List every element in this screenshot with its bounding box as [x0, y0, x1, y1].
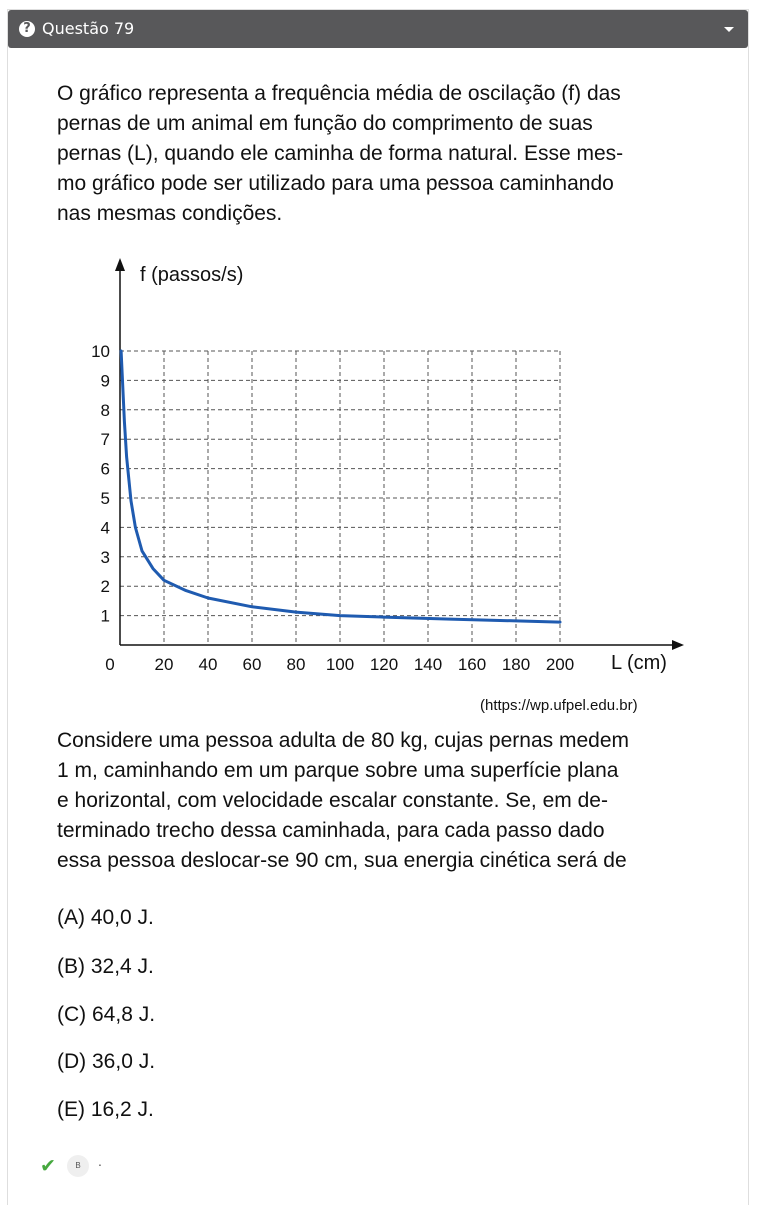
option-c[interactable] [57, 1002, 155, 1028]
y-tick-label: 9 [100, 371, 110, 391]
paragraph-line: mo gráfico pode ser utilizado para uma pessoa caminhando [57, 172, 614, 195]
paragraph-line: Considere uma pessoa adulta de 80 kg, cujas pernas medem [57, 729, 630, 752]
option-e[interactable] [57, 1097, 154, 1123]
caret-down-icon[interactable] [724, 27, 734, 32]
check-icon: ✔ [40, 1155, 56, 1177]
series-curve [121, 351, 560, 622]
y-axis-arrow-icon [115, 258, 125, 271]
question-title: Questão 79 [42, 19, 135, 38]
paragraph-line: e horizontal, com velocidade escalar constante. Se, em de- [57, 789, 608, 812]
x-tick-label: 100 [325, 655, 355, 674]
y-tick-label: 2 [100, 577, 110, 597]
answer-dot: . [98, 1153, 102, 1169]
option-d[interactable] [57, 1049, 155, 1075]
x-tick-label: 160 [457, 655, 487, 674]
x-tick-label: 180 [501, 655, 531, 674]
option-letter: (C) [57, 1003, 87, 1026]
x-tick-label: 20 [154, 655, 174, 674]
y-tick-label: 7 [100, 430, 110, 450]
y-tick-label: 8 [100, 400, 110, 420]
question-circle-icon: ? [19, 21, 35, 37]
option-text: 64,8 J. [92, 1003, 156, 1026]
paragraph-line: terminado trecho dessa caminhada, para cada passo dado [57, 819, 605, 842]
paragraph-line: essa pessoa deslocar-se 90 cm, sua energia cinética será de [57, 849, 627, 872]
x-tick-label: 140 [413, 655, 443, 674]
paragraph-line: pernas de um animal em função do comprimento de suas [57, 112, 593, 135]
paragraph-line: 1 m, caminhando em um parque sobre uma superfície plana [57, 759, 619, 782]
answer-badge: B [67, 1155, 89, 1177]
figure-source: (https://wp.ufpel.edu.br) [480, 697, 638, 714]
y-tick-label: 6 [100, 459, 110, 479]
option-a[interactable] [57, 905, 154, 931]
origin-label: 0 [105, 655, 115, 674]
option-text: 16,2 J. [90, 1098, 154, 1121]
option-letter: (B) [57, 955, 85, 978]
x-tick-label: 60 [242, 655, 262, 674]
paragraph-line: pernas (L), quando ele caminha de forma natural. Esse mes- [57, 142, 624, 165]
question-paragraph-1 [57, 79, 712, 229]
y-tick-label: 1 [100, 606, 110, 626]
paragraph-line: nas mesmas condições. [57, 202, 283, 225]
x-tick-label: 120 [369, 655, 399, 674]
option-b[interactable] [57, 954, 154, 980]
option-text: 36,0 J. [92, 1050, 156, 1073]
y-tick-label: 4 [100, 518, 110, 538]
y-tick-label: 5 [100, 489, 110, 508]
option-letter: (D) [57, 1050, 87, 1073]
paragraph-line: O gráfico representa a frequência média de oscilação (f) das [57, 82, 621, 105]
frequency-chart [84, 255, 704, 725]
option-letter: (E) [57, 1098, 85, 1121]
x-axis-label: L (cm) [611, 652, 667, 674]
question-header[interactable] [8, 10, 748, 48]
x-axis-arrow-icon [672, 640, 684, 650]
y-tick-label: 10 [91, 342, 110, 361]
y-axis-label: f (passos/s) [140, 264, 244, 286]
x-tick-label: 200 [545, 655, 575, 674]
option-text: 40,0 J. [90, 906, 154, 929]
option-letter: (A) [57, 906, 85, 929]
option-text: 32,4 J. [90, 955, 154, 978]
x-tick-label: 40 [198, 655, 218, 674]
question-paragraph-2 [57, 726, 712, 876]
x-tick-label: 80 [286, 655, 306, 674]
y-tick-label: 3 [100, 547, 110, 567]
